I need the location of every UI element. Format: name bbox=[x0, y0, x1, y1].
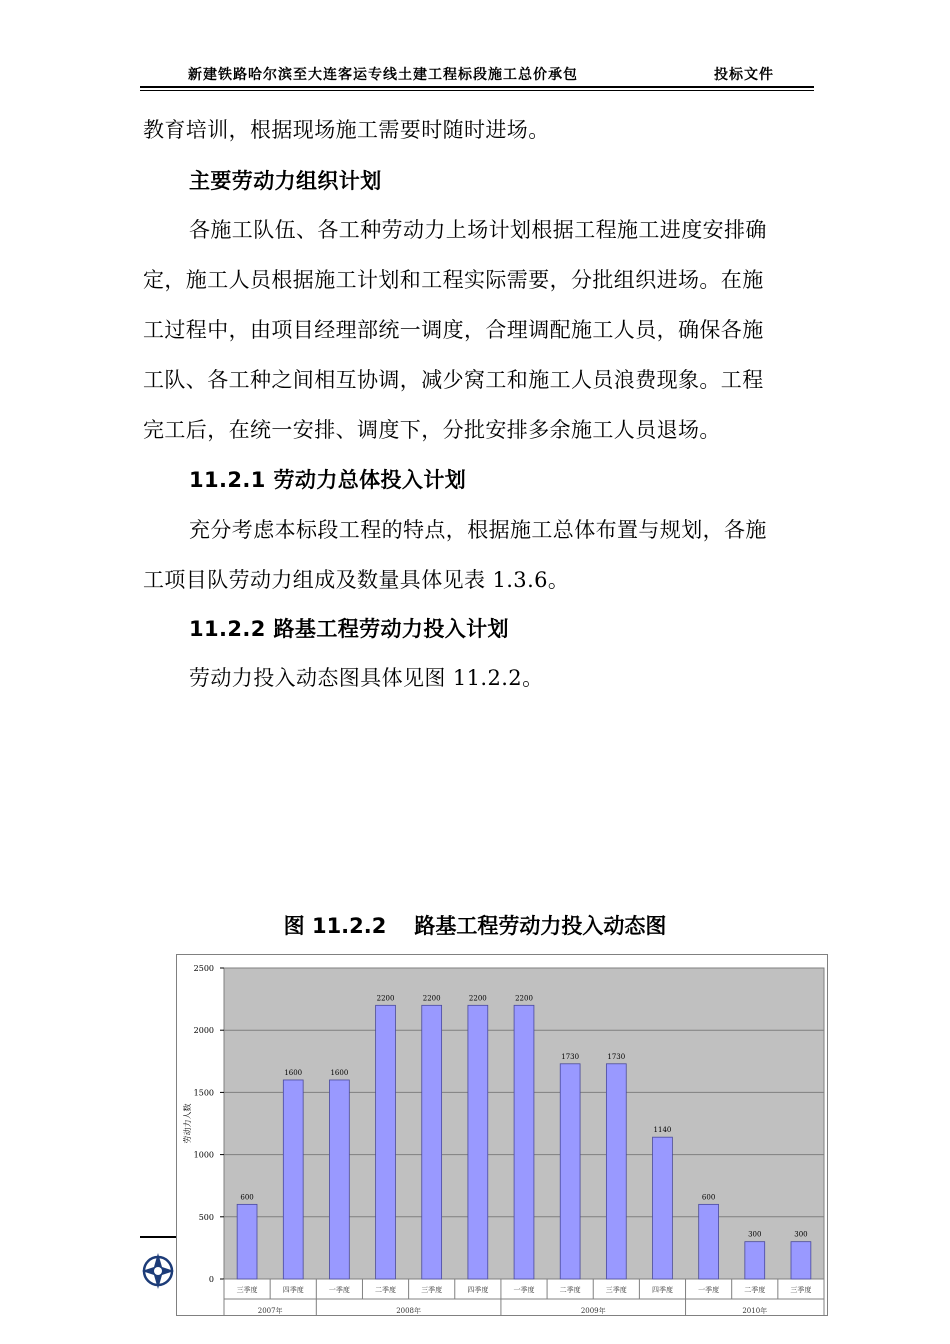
data-label: 2200 bbox=[422, 994, 441, 1003]
y-tick-label: 1500 bbox=[193, 1088, 214, 1098]
x-tick-label: 三季度 bbox=[421, 1286, 443, 1294]
section-heading: 11.2.1 劳动力总体投入计划 bbox=[189, 468, 467, 492]
bar bbox=[237, 1204, 257, 1279]
paragraph-line: 劳动力投入动态图具体见图 11.2.2。 bbox=[189, 666, 544, 690]
y-tick-label: 2500 bbox=[193, 964, 214, 973]
data-label: 300 bbox=[748, 1230, 762, 1239]
paragraph-line: 工项目队劳动力组成及数量具体见表 1.3.6。 bbox=[143, 568, 570, 592]
section-heading: 主要劳动力组织计划 bbox=[189, 169, 382, 193]
x-tick-label: 三季度 bbox=[605, 1286, 627, 1294]
data-label: 300 bbox=[794, 1230, 808, 1239]
x-tick-label: 二季度 bbox=[559, 1286, 581, 1294]
paragraph-line: 教育培训，根据现场施工需要时随时进场。 bbox=[143, 118, 550, 142]
paragraph-line: 定，施工人员根据施工计划和工程实际需要，分批组织进场。在施 bbox=[143, 268, 764, 292]
year-label: 2007年 bbox=[257, 1307, 283, 1315]
paragraph-line: 工过程中，由项目经理部统一调度，合理调配施工人员，确保各施 bbox=[143, 318, 764, 342]
x-tick-label: 一季度 bbox=[698, 1286, 720, 1294]
bar bbox=[791, 1242, 811, 1279]
y-tick-label: 500 bbox=[198, 1212, 214, 1222]
header-rule-thin bbox=[140, 90, 814, 91]
labor-chart bbox=[176, 954, 828, 1316]
data-label: 600 bbox=[701, 1193, 716, 1202]
x-tick-label: 四季度 bbox=[282, 1286, 304, 1294]
bar bbox=[560, 1064, 580, 1279]
bar bbox=[283, 1080, 303, 1279]
x-tick-label: 三季度 bbox=[790, 1286, 812, 1294]
paragraph-line: 各施工队伍、各工种劳动力上场计划根据工程施工进度安排确 bbox=[189, 218, 767, 242]
data-label: 2200 bbox=[515, 994, 533, 1003]
footer-rule bbox=[140, 1236, 176, 1238]
bar bbox=[422, 1005, 442, 1279]
company-logo-icon bbox=[140, 1250, 176, 1292]
data-label: 1730 bbox=[607, 1052, 626, 1061]
data-label: 600 bbox=[240, 1193, 254, 1202]
x-tick-label: 二季度 bbox=[375, 1286, 397, 1294]
y-tick-label: 1000 bbox=[193, 1150, 214, 1160]
header-rule bbox=[140, 86, 814, 88]
x-tick-label: 四季度 bbox=[467, 1286, 489, 1294]
paragraph-line: 完工后，在统一安排、调度下，分批安排多余施工人员退场。 bbox=[143, 418, 721, 442]
bar bbox=[699, 1204, 719, 1279]
bar bbox=[514, 1005, 534, 1279]
section-heading: 11.2.2 路基工程劳动力投入计划 bbox=[189, 617, 509, 641]
year-label: 2008年 bbox=[396, 1307, 422, 1315]
x-tick-label: 一季度 bbox=[513, 1286, 535, 1294]
paragraph-line: 充分考虑本标段工程的特点，根据施工总体布置与规划，各施 bbox=[189, 518, 767, 542]
page-header bbox=[140, 62, 814, 84]
data-label: 1730 bbox=[561, 1052, 580, 1061]
x-tick-label: 四季度 bbox=[651, 1286, 673, 1294]
y-tick-label: 2000 bbox=[193, 1026, 214, 1036]
data-label: 1140 bbox=[653, 1126, 672, 1135]
y-tick-label: 0 bbox=[208, 1275, 214, 1284]
header-doc-type: 投标文件 bbox=[714, 67, 774, 83]
y-axis-label: 劳动力人数 bbox=[183, 1103, 192, 1144]
x-tick-label: 三季度 bbox=[236, 1286, 258, 1294]
figure-number: 图 11.2.2 bbox=[283, 914, 387, 938]
figure-caption bbox=[0, 910, 950, 940]
bar bbox=[653, 1137, 673, 1279]
figure-title: 路基工程劳动力投入动态图 bbox=[414, 914, 667, 938]
year-label: 2009年 bbox=[580, 1307, 606, 1315]
bar bbox=[329, 1080, 349, 1279]
bar bbox=[745, 1242, 765, 1279]
data-label: 2200 bbox=[468, 994, 487, 1003]
x-tick-label: 二季度 bbox=[744, 1286, 766, 1294]
x-tick-label: 一季度 bbox=[328, 1286, 350, 1294]
header-title: 新建铁路哈尔滨至大连客运专线土建工程标段施工总价承包 bbox=[188, 67, 578, 83]
bar bbox=[468, 1005, 488, 1279]
data-label: 1600 bbox=[284, 1068, 303, 1077]
data-label: 2200 bbox=[376, 994, 395, 1003]
data-label: 1600 bbox=[330, 1068, 349, 1077]
bar bbox=[606, 1064, 626, 1279]
bar bbox=[376, 1005, 396, 1279]
year-label: 2010年 bbox=[742, 1307, 768, 1315]
paragraph-line: 工队、各工种之间相互协调，减少窝工和施工人员浪费现象。工程 bbox=[143, 368, 764, 392]
